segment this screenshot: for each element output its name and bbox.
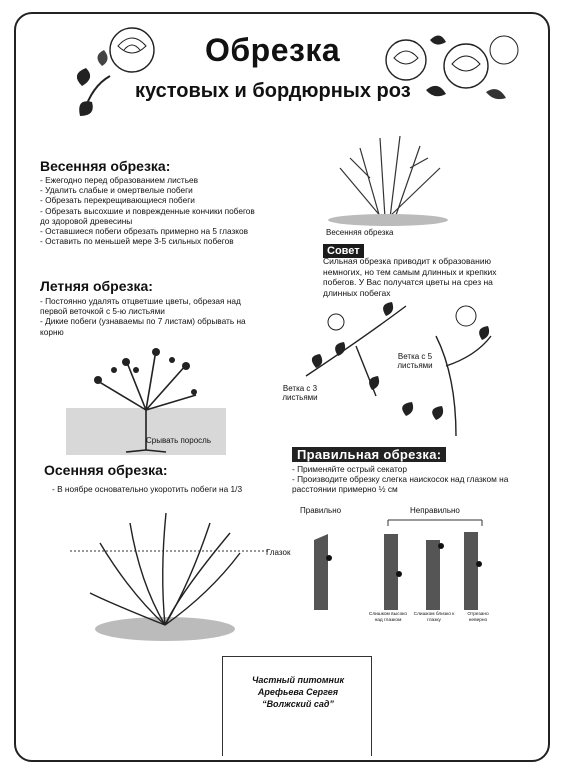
wrong-caption-1: Слишком высоко над глазком (368, 612, 408, 623)
advice-text: Сильная обрезка приводит к образованию немногих, но тем самым длинных и крепких побегов. У Вас получатся цветы на срез на длинных побегах (323, 256, 497, 298)
nursery-line-3: “Волжский сад” (262, 699, 334, 709)
list-item: - Применяйте острый секатор (292, 464, 522, 474)
summer-heading: Летняя обрезка: (40, 278, 153, 294)
list-item: - Постоянно удалять отцветшие цветы, обрезая над первой веточкой с 5-ю листьями (40, 296, 250, 316)
page-subtitle: кустовых и бордюрных роз (135, 80, 411, 102)
tear-caption: Срывать поросль (146, 436, 211, 445)
list-item: - Ежегодно перед образованием листьев (40, 175, 265, 185)
list-item: - Дикие побеги (узнаваемы по 7 листам) обрывать на корню (40, 316, 250, 336)
autumn-heading: Осенняя обрезка: (44, 462, 168, 478)
list-item: - Производите обрезку слегка наискосок над глазком на расстоянии примерно ½ см (292, 474, 522, 494)
spring-pruning-illustration (300, 128, 500, 228)
rose-left-illustration (62, 16, 172, 126)
list-item: - Оставшиеся побеги обрезать примерно на 5 глазков (40, 226, 265, 236)
spring-image-caption: Весенняя обрезка (326, 228, 394, 237)
wrong-caption-2: Слишком близко к глазку (413, 612, 455, 623)
nursery-line-1: Частный питомник (251, 675, 345, 685)
proper-cut-label: Правильная обрезка: (292, 447, 446, 462)
five-leaves-label: Ветка с 5 листьями (397, 352, 433, 370)
list-item: - Обрезать высохшие и поврежденные кончики побегов до здоровой древесины (40, 206, 265, 226)
proper-cut-badge (292, 446, 446, 464)
list-item: - Удалить слабые и омертвелые побеги (40, 185, 265, 195)
bud-label: Глазок (266, 548, 291, 557)
nursery-text (228, 674, 368, 710)
nursery-line-2: Арефьева Сергея (257, 687, 339, 697)
page-title: Обрезка (205, 32, 341, 68)
list-item: - В ноябре основательно укоротить побеги на 1/3 (52, 484, 272, 494)
autumn-list (52, 484, 272, 494)
cut-examples-illustration (292, 514, 502, 614)
wrong-caption-3: Отрезано неверно (467, 612, 489, 623)
spring-heading: Весенняя обрезка: (40, 158, 171, 174)
list-item: - Оставить по меньшей мере 3-5 сильных побегов (40, 236, 265, 246)
right-label: Правильно (300, 506, 342, 515)
list-item: - Обрезать перекрещивающиеся побеги (40, 195, 265, 205)
three-leaves-label: Ветка с 3 листьями (282, 384, 318, 402)
autumn-pruning-illustration (70, 503, 270, 643)
proper-cut-list (292, 464, 522, 495)
wrong-label: Неправильно (410, 506, 460, 515)
spring-list (40, 175, 265, 246)
advice-label: Совет (323, 244, 364, 258)
summer-list (40, 296, 250, 337)
